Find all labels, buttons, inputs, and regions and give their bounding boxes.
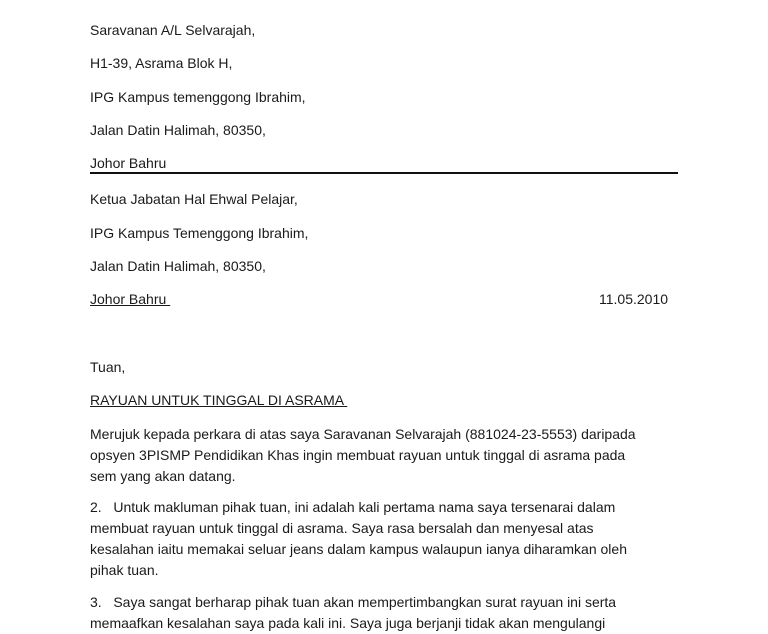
sender-address-line4: Johor Bahru <box>90 155 167 171</box>
paragraph-line: kesalahan iaitu memakai seluar jeans dalam kampus walaupun ianya diharamkan oleh <box>90 541 627 557</box>
sender-address-line3: Jalan Datin Halimah, 80350, <box>90 122 266 138</box>
sender-name: Saravanan A/L Selvarajah, <box>90 22 256 38</box>
recipient-address-line1: IPG Kampus Temenggong Ibrahim, <box>90 225 309 241</box>
sender-address-line2: IPG Kampus temenggong Ibrahim, <box>90 89 306 105</box>
paragraph-line: memaafkan kesalahan saya pada kali ini. Saya juga berjanji tidak akan mengulangi <box>90 615 606 631</box>
body-paragraph-3 <box>90 592 690 634</box>
paragraph-line: membuat rayuan untuk tinggal di asrama. Saya rasa bersalah dan menyesal atas <box>90 520 594 536</box>
paragraph-line: sem yang akan datang. <box>90 468 236 484</box>
recipient-address-line3: Johor Bahru <box>90 291 171 307</box>
paragraph-line: opsyen 3PISMP Pendidikan Khas ingin membuat rayuan untuk tinggal di asrama pada <box>90 447 626 463</box>
sender-divider-rule <box>90 172 678 174</box>
letter-subject: RAYUAN UNTUK TINGGAL DI ASRAMA <box>90 392 348 408</box>
recipient-title: Ketua Jabatan Hal Ehwal Pelajar, <box>90 191 298 207</box>
body-paragraph-2 <box>90 497 690 581</box>
paragraph-line: 3. Saya sangat berharap pihak tuan akan mempertimbangkan surat rayuan ini serta <box>90 594 617 610</box>
paragraph-line: pihak tuan. <box>90 562 159 578</box>
letter-date: 11.05.2010 <box>599 291 669 307</box>
body-paragraph-1 <box>90 424 690 487</box>
salutation: Tuan, <box>90 359 126 375</box>
sender-address-line1: H1-39, Asrama Blok H, <box>90 55 233 71</box>
paragraph-line: 2. Untuk makluman pihak tuan, ini adalah kali pertama nama saya tersenarai dalam <box>90 499 616 515</box>
recipient-address-line2: Jalan Datin Halimah, 80350, <box>90 258 266 274</box>
paragraph-line: Merujuk kepada perkara di atas saya Saravanan Selvarajah (881024-23-5553) daripada <box>90 426 636 442</box>
